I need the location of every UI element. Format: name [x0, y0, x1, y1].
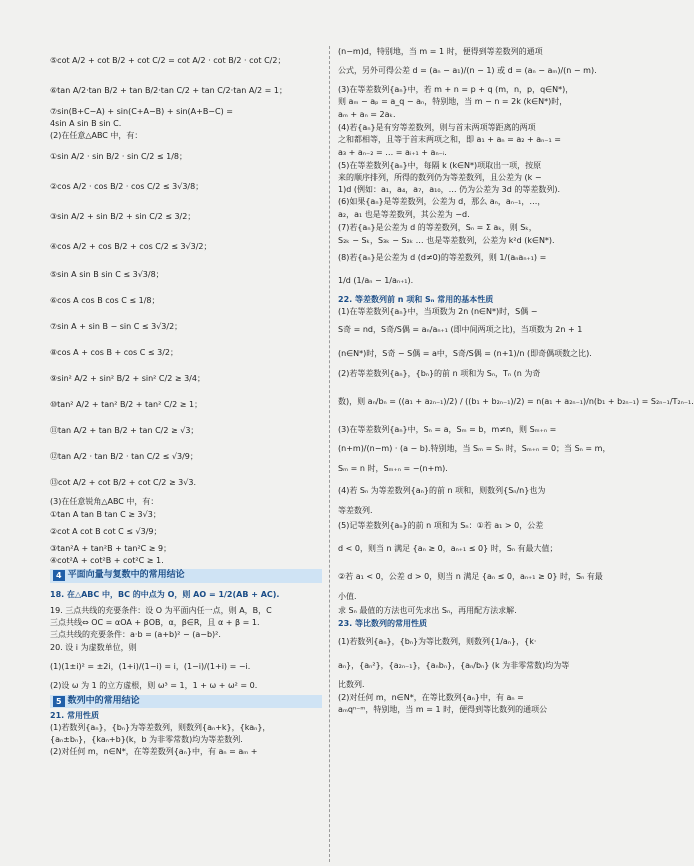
item-heading: 21. 常用性质: [50, 711, 99, 721]
text-line: (2)对任何 m，n∈N*，在等差数列{aₙ}中，有 aₙ = aₘ +: [50, 747, 258, 757]
text-line: (2)若等差数列{aₙ}，{bₙ}的前 n 项和为 Sₙ，Tₙ (n 为奇: [338, 369, 541, 378]
text-line: {aₙ±bₙ}，{kaₙ+b}(k，b 为非零常数)均为等差数列.: [50, 735, 243, 745]
section-heading: [50, 569, 322, 583]
text-line: (2)对任何 m，n∈N*，在等比数列{aₙ}中，有 aₙ =: [338, 693, 524, 702]
text-line: ⑩tan² A/2 + tan² B/2 + tan² C/2 ≥ 1；: [50, 400, 203, 409]
text-line: S奇 = nd，S奇/S偶 = aₙ/aₙ₊₁ (即中间两项之比)，当项数为 2n + 1: [338, 325, 583, 334]
text-line: ②若 a₁ < 0，公差 d > 0，则当 n 满足 {aₙ ≤ 0，aₙ₊₁ ≥ 0} 时，Sₙ 有最: [338, 572, 603, 581]
text-line: ④cot²A + cot²B + cot²C ≥ 1.: [50, 556, 164, 565]
text-line: ①tan A tan B tan C ≥ 3√3；: [50, 510, 161, 519]
item-heading: 22. 等差数列前 n 项和 Sₙ 常用的基本性质: [338, 295, 494, 304]
text-line: ②cot A cot B cot C ≤ √3/9；: [50, 527, 162, 536]
text-line: aₘ + aₙ = 2aₖ.: [338, 110, 396, 119]
text-line: 数)，则 aₙ/bₙ = ((a₁ + a₂ₙ₋₁)/2) / ((b₁ + b₂ₙ₋₁)/2) = n(a₁ + a₂ₙ₋₁)/n(b₁ + b₂ₙ₋₁) = S₂ₙ₋₁/T₂ₙ₋₁.: [338, 397, 694, 406]
text-line: 比数列.: [338, 680, 365, 689]
text-line: ⑥tan A/2·tan B/2 + tan B/2·tan C/2 + tan C/2·tan A/2 = 1；: [50, 86, 287, 95]
section-title: 平面向量与复数中的常用结论: [67, 570, 185, 580]
text-line: ①sin A/2 · sin B/2 · sin C/2 ≤ 1/8；: [50, 152, 188, 161]
item-heading: 23. 等比数列的常用性质: [338, 619, 427, 628]
text-line: ⑦sin(B+C−A) + sin(C+A−B) + sin(A+B−C) =: [50, 107, 233, 116]
section-number-badge: 4: [53, 570, 65, 581]
text-line: d < 0，则当 n 满足 {aₙ ≥ 0，aₙ₊₁ ≤ 0} 时，Sₙ 有最大值；: [338, 544, 558, 553]
text-line: ⑤cot A/2 + cot B/2 + cot C/2 = cot A/2 · cot B/2 · cot C/2；: [50, 56, 286, 65]
text-line: a₃ + aₙ₋₂ = … = aᵢ₊₁ + aₙ₋ᵢ.: [338, 148, 447, 157]
text-line: (4)若 Sₙ 为等差数列{aₙ}的前 n 项和，则数列{Sₙ/n}也为: [338, 486, 546, 495]
text-line: 等差数列.: [338, 506, 373, 515]
text-line: aₙ}，{aₙ²}，{a₂ₙ₋₁}，{aₙbₙ}，{aₙ/bₙ} (k 为非零常数)均为等: [338, 661, 570, 670]
text-line: (4)若{aₙ}是有穷等差数列，则与首末两项等距离的两项: [338, 123, 536, 132]
text-line: (6)如果{aₙ}是等差数列，公差为 d，那么 aₙ，aₙ₋₁，…，: [338, 197, 546, 206]
text-line: 公式，另外可得公差 d = (aₙ − a₁)/(n − 1) 或 d = (aₙ − aₘ)/(n − m).: [338, 66, 597, 75]
section-heading: [50, 695, 322, 709]
text-line: (n−m)d，特别地，当 m = 1 时，便得到等差数列的通项: [338, 47, 543, 56]
text-line: (3)在等差数列{aₙ}中，若 m + n = p + q (m，n，p，q∈N*)，: [338, 85, 574, 94]
text-line: (7)若{aₙ}是公差为 d 的等差数列，Sₙ = Σ aₖ，则 Sₖ，: [338, 223, 537, 232]
text-line: (1)在等差数列{aₙ}中，当项数为 2n (n∈N*)时，S偶 −: [338, 307, 538, 316]
text-line: (3)在任意锐角△ABC 中，有：: [50, 497, 159, 506]
text-line: (n+m)/(n−m) · (a − b).特别地，当 Sₘ = Sₙ 时，Sₘ₊ₙ = 0；当 Sₙ = m，: [338, 444, 611, 453]
text-line: 1/d (1/aₙ − 1/aₙ₊₁).: [338, 276, 414, 285]
item-heading: 18. 在△ABC 中，BC 的中点为 O，则 AO = 1/2(AB + AC).: [50, 589, 280, 599]
left-column: [50, 46, 322, 862]
text-line: S₂ₖ − Sₖ，S₃ₖ − S₂ₖ … 也是等差数列，公差为 k²d (k∈N*).: [338, 236, 555, 245]
section-title: 数列中的常用结论: [67, 695, 140, 706]
text-line: 之和都相等，且等于首末两项之和，即 a₁ + aₙ = a₂ + aₙ₋₁ =: [338, 135, 561, 144]
text-line: 来的顺序排列，所得的数列仍为等差数列，且公差为 (k −: [338, 173, 542, 182]
text-line: ③tan²A + tan²B + tan²C ≥ 9；: [50, 544, 172, 553]
text-line: ⑥cos A cos B cos C ≤ 1/8；: [50, 296, 160, 305]
right-column: [338, 46, 694, 862]
text-line: ⑦sin A + sin B − sin C ≤ 3√3/2；: [50, 322, 183, 331]
section-number-badge: 5: [53, 696, 65, 707]
text-line: (3)在等差数列{aₙ}中，Sₙ = a，Sₘ = b，m≠n，则 Sₘ₊ₙ =: [338, 425, 557, 434]
text-line: (2)设 ω 为 1 的立方虚根，则 ω³ = 1，1 + ω + ω² = 0.: [50, 680, 258, 690]
text-line: ③sin A/2 + sin B/2 + sin C/2 ≤ 3/2；: [50, 212, 196, 221]
text-line: 三点共线的充要条件：a·b = (a+b)² − (a−b)².: [50, 629, 221, 639]
text-line: Sₘ = n 时，Sₘ₊ₙ = −(n+m).: [338, 464, 448, 473]
text-line: a₂，a₁ 也是等差数列，其公差为 −d.: [338, 210, 470, 219]
text-line: ④cos A/2 + cos B/2 + cos C/2 ≤ 3√3/2；: [50, 242, 212, 251]
text-line: ⑬cot A/2 + cot B/2 + cot C/2 ≥ 3√3.: [50, 478, 197, 487]
text-line: ②cos A/2 · cos B/2 · cos C/2 ≤ 3√3/8；: [50, 182, 204, 191]
text-line: (1)(1±i)² = ±2i，(1+i)/(1−i) = i，(1−i)/(1+i) = −i.: [50, 661, 251, 671]
text-line: 1)d (例如：a₁，a₄，a₇，a₁₀，… 仍为公差为 3d 的等差数列).: [338, 185, 561, 194]
text-line: (1)若数列{aₙ}，{bₙ}为等差数列，则数列{aₙ+k}，{kaₙ}，: [50, 723, 271, 733]
text-line: 则 aₘ − aₚ = a_q − aₙ，特别地，当 m − n = 2k (k∈N*)时，: [338, 97, 568, 106]
text-line: 20. 设 i 为虚数单位，则: [50, 642, 137, 652]
text-line: 三点共线⇔ OC = αOA + βOB，α，β∈R，且 α + β = 1.: [50, 617, 260, 627]
text-line: aₘqⁿ⁻ᵐ，特别地，当 m = 1 时，便得到等比数列的通项公: [338, 705, 548, 714]
text-line: ⑫tan A/2 · tan B/2 · tan C/2 ≤ √3/9；: [50, 452, 198, 461]
text-line: 小值.: [338, 592, 357, 601]
column-divider: [329, 46, 330, 862]
text-line: 4sin A sin B sin C.: [50, 119, 122, 128]
text-line: 求 Sₙ 最值的方法也可先求出 Sₙ，再用配方法求解.: [338, 606, 517, 615]
text-line: (5)在等差数列{aₙ}中，每隔 k (k∈N*)项取出一项，按原: [338, 161, 542, 170]
text-line: (1)若数列{aₙ}，{bₙ}为等比数列，则数列{1/aₙ}，{k·: [338, 637, 537, 646]
text-line: ⑪tan A/2 + tan B/2 + tan C/2 ≥ √3；: [50, 426, 199, 435]
text-line: (2)在任意△ABC 中，有：: [50, 131, 143, 140]
text-line: (5)记等差数列{aₙ}的前 n 项和为 Sₙ：①若 a₁ > 0，公差: [338, 521, 544, 530]
text-line: (8)若{aₙ}是公差为 d (d≠0)的等差数列，则 1/(aₙaₙ₊₁) =: [338, 253, 547, 262]
text-line: ⑤sin A sin B sin C ≤ 3√3/8；: [50, 270, 164, 279]
text-line: (n∈N*)时，S奇 − S偶 = a中，S奇/S偶 = (n+1)/n (即奇偶项数之比).: [338, 349, 592, 358]
text-line: ⑨sin² A/2 + sin² B/2 + sin² C/2 ≥ 3/4；: [50, 374, 205, 383]
text-line: ⑧cos A + cos B + cos C ≤ 3/2；: [50, 348, 178, 357]
text-line: 19. 三点共线的充要条件：设 O 为平面内任一点，则 A，B，C: [50, 605, 272, 615]
